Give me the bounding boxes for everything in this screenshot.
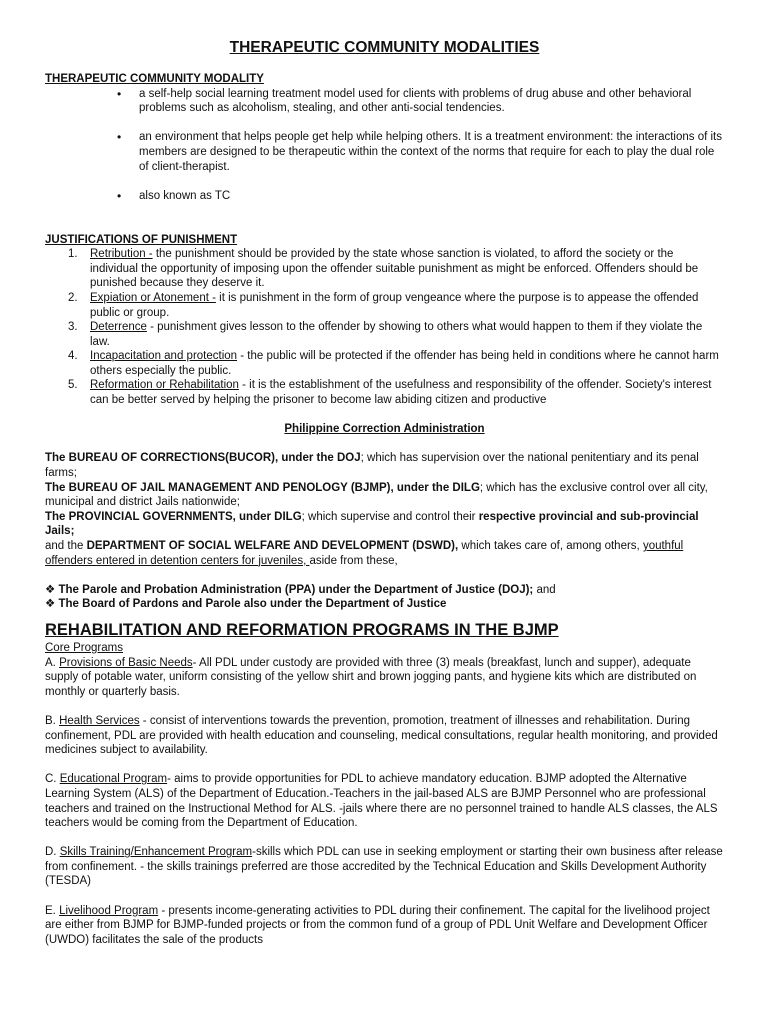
program-prefix: C. [45,773,60,786]
body-text: ; which has supervision over the national penitentiary and its penal farms; [45,452,699,480]
item-term: Deterrence [90,321,147,334]
core-programs-label: Core Programs [45,641,123,654]
item-term: Retribution - [90,248,153,261]
program-prefix: D. [45,846,60,859]
list-item [68,247,724,291]
pca-paragraph-bjmp [45,481,724,510]
item-number: 2. [68,291,78,304]
body-text: ; which supervise and control their [301,510,479,523]
item-text: - the public will be protected if the offender has being held in conditions where he cannot harm others especially the public. [90,350,719,377]
program-term: Health Services [59,714,140,727]
bold-text: ❖ The Parole and Probation Administration (PPA) under the Department of Justice (DOJ); [45,583,534,596]
pca-paragraph-dswd [45,539,724,568]
tc-bullet-list [45,87,724,204]
program-a [45,656,724,700]
list-item [68,320,724,349]
item-term: Expiation or Atonement - [90,291,216,304]
program-term: Skills Training/Enhancement Program [59,846,253,859]
page-title: THERAPEUTIC COMMUNITY MODALITIES [229,39,540,56]
list-item: • an environment that helps people get help while helping others. It is a treatment environment: the interactions of its members are designed to be therapeutic within the context of the norms that require for each to play the dual role of client-therapist. [139,130,724,174]
program-prefix: B. [45,714,60,727]
program-text: - consist of interventions towards the prevention, promotion, treatment of illnesses and rehabilitation. During confinement, PDL are provided with health education and counseling, medical consultations, regular health monitoring, and provided medicines subject to availability. [45,714,718,757]
justifications-list [45,247,724,408]
pca-item-ppa [45,583,724,598]
justifications-heading: JUSTIFICATIONS OF PUNISHMENT [45,233,238,246]
program-term: Educational Program [59,773,168,786]
list-item: • a self-help social learning treatment model used for clients with problems of drug abuse and other behavioral problems such as alcoholism, stealing, and other anti-social tendencies. [139,87,724,116]
list-item [68,291,724,320]
program-prefix: A. [45,656,60,669]
item-term: Incapacitation and protection [90,350,238,363]
item-number: 1. [68,248,78,261]
program-d [45,845,724,889]
item-term: Reformation or Rehabilitation [90,379,239,392]
item-number: 3. [68,321,78,334]
bold-text: The PROVINCIAL GOVERNMENTS, under DILG [45,510,302,523]
program-e [45,904,724,948]
program-text: - aims to provide opportunities for PDL to achieve mandatory education. BJMP adopted the Alternative Learning System (ALS) of the Department of Education.-Teachers in the jail-based ALS are BJMP Personnel who are professional teachers and trained on the Instructional Method for ALS. -jails where there are no personnel trained to handle ALS classes, the ALS teachers would be coming from the Department of Education. [45,773,718,830]
bold-text: respective provincial and sub-provincial Jails; [45,510,699,538]
program-text: - presents income-generating activities to PDL during their confinement. The capital for the livelihood project are either from BJMP for BJMP-funded projects or from the common fund of a group of PDL Unit Welfare and Development Officer (UWDO) facilitates the sale of the products [45,904,710,946]
item-number: 5. [68,379,78,392]
list-item [68,378,724,407]
program-prefix: E. [45,904,60,917]
body-text: and [533,583,556,596]
bold-text: DEPARTMENT OF SOCIAL WELFARE AND DEVELOPMENT (DSWD), [86,540,459,552]
bold-text: ❖ The Board of Pardons and Parole also under the Department of Justice [45,598,447,611]
program-b [45,714,724,758]
program-c [45,772,724,830]
pca-item-bpp [45,597,724,612]
pca-paragraph-bucor [45,451,724,480]
pca-heading: Philippine Correction Administration [284,423,485,436]
item-text: the punishment should be provided by the state whose sanction is violated, to afford the society or the individual the opportunity of imposing upon the offender suitable punishment as might be enforced. Offenders should be punished because they deserve it. [90,248,699,290]
program-text: -skills which PDL can use in seeking employment or starting their own business after release from confinement. - the skills trainings preferred are those accredited by the Technical Education and Skills Development Authority (TESDA) [45,846,723,888]
program-term: Provisions of Basic Needs [59,656,193,669]
list-item [68,349,724,378]
item-text: - it is the establishment of the usefulness and responsibility of the offender. Society's interest can be better served by helping the prisoner to become law abiding citizen and productive [90,379,712,407]
bjmp-heading: REHABILITATION AND REFORMATION PROGRAMS IN THE BJMP [45,620,559,639]
item-text: - punishment gives lesson to the offender by showing to others what would happen to them if they violate the law. [90,321,703,348]
list-item: • also known as TC [139,189,724,204]
body-text: ; which has the exclusive control over all city, municipal and district Jails nationwide; [45,481,708,509]
body-text: and the [45,540,87,552]
body-text: which takes care of, among others, [458,540,643,552]
body-text: aside from these, [309,554,398,567]
pca-paragraph-provincial [45,510,724,539]
program-text: - All PDL under custody are provided with three (3) meals (breakfast, lunch and supper), adequate supply of potable water, uniform consisting of the yellow shirt and brown jogging pants, and hygiene kits which are distributed on monthly or quarterly basis. [45,656,697,698]
underlined-text: youthful offenders entered in detention centers for juveniles, [45,540,684,567]
program-term: Livelihood Program [59,904,159,917]
item-number: 4. [68,350,78,363]
tc-heading: THERAPEUTIC COMMUNITY MODALITY [45,73,264,85]
item-text: it is punishment in the form of group vengeance where the purpose is to appease the offended public or group. [90,291,699,319]
bold-text: The BUREAU OF JAIL MANAGEMENT AND PENOLOGY (BJMP), under the DILG [45,481,480,494]
bold-text: The BUREAU OF CORRECTIONS(BUCOR), under the DOJ [45,452,361,465]
